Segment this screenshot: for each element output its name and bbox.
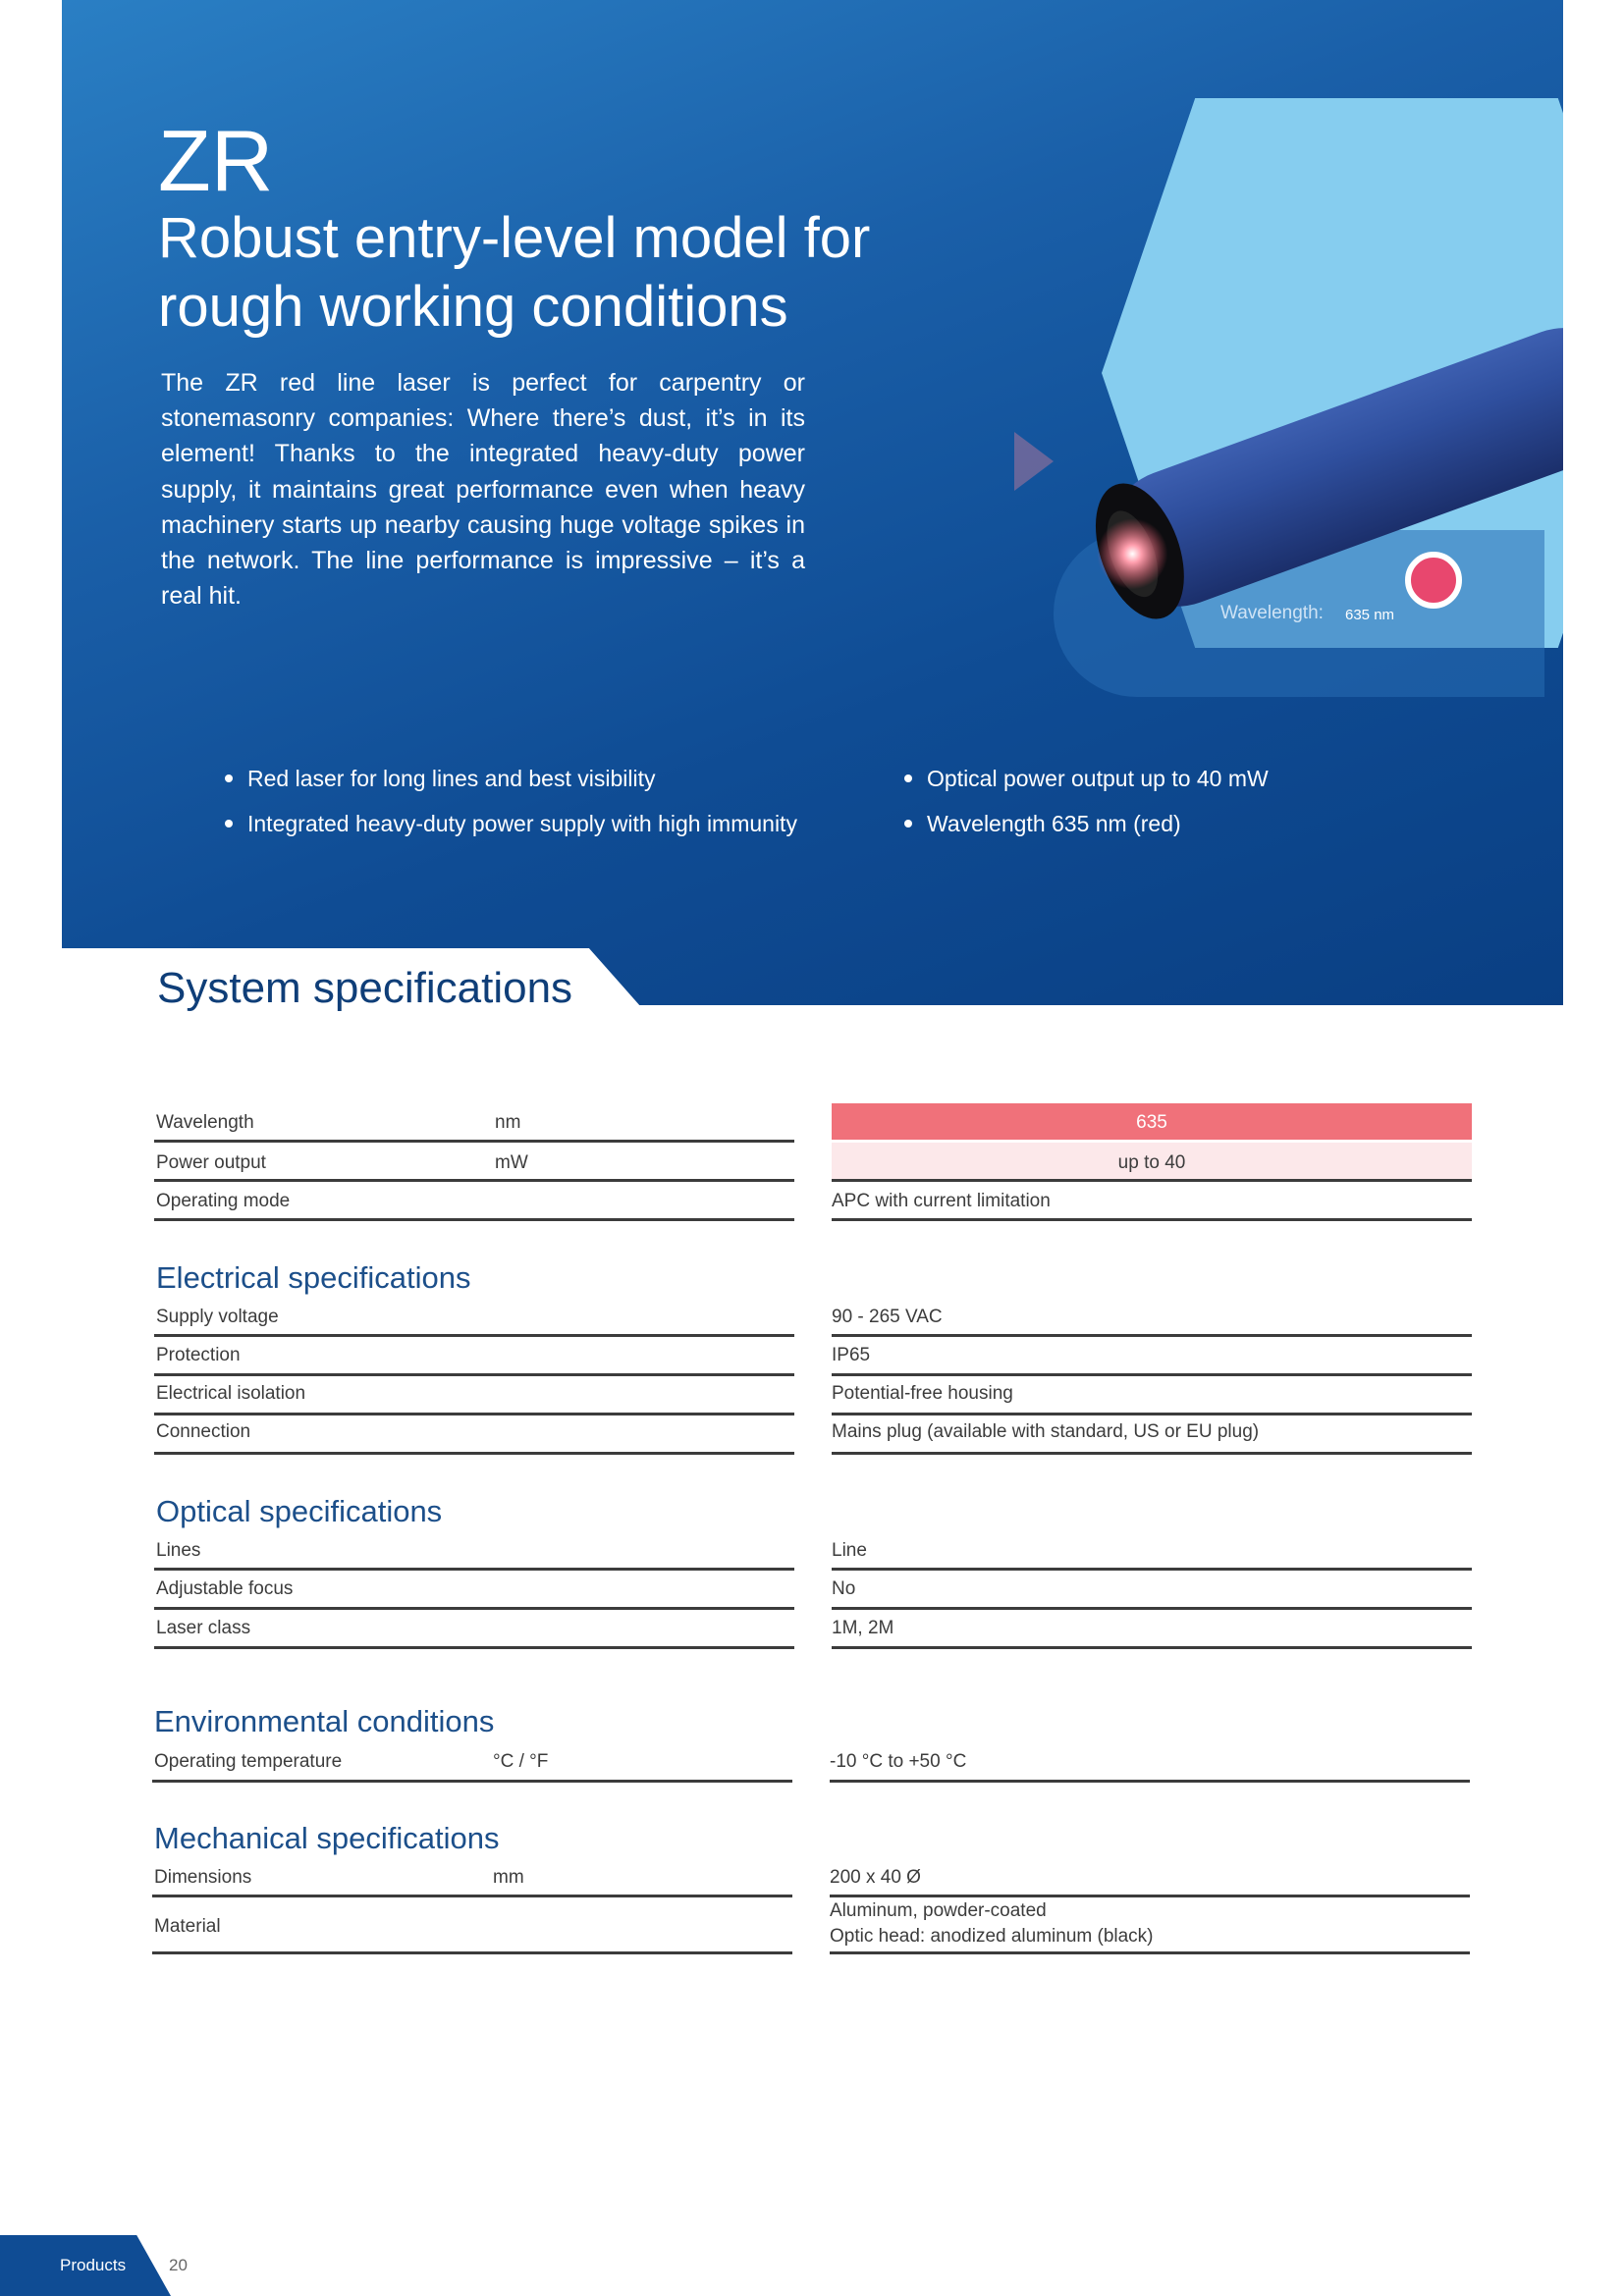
optical-specifications-heading: Optical specifications [156,1494,443,1528]
spec-label: Wavelength [156,1112,254,1133]
spec-value: -10 °C to +50 °C [830,1751,967,1772]
spec-row-power-output [154,1143,1470,1182]
mechanical-specifications-heading: Mechanical specifications [154,1821,500,1855]
spec-value: up to 40 [1117,1152,1186,1173]
wavelength-label: Wavelength: [1220,603,1324,623]
spec-label: Connection [156,1421,251,1442]
spec-label: Dimensions [154,1867,252,1888]
spec-value: 1M, 2M [832,1618,894,1638]
spec-value: IP65 [832,1345,871,1365]
spec-row-wavelength [154,1103,1470,1143]
spec-label: Material [154,1916,221,1937]
feature-item: Wavelength 635 nm (red) [902,801,1269,846]
system-specifications-heading: System specifications [157,964,573,1012]
environmental-conditions-heading: Environmental conditions [154,1704,495,1738]
spec-unit: °C / °F [493,1751,549,1772]
spec-unit: nm [495,1112,521,1133]
page-number: 20 [169,2256,188,2274]
spec-row-operating-mode [154,1182,1470,1221]
feature-item: Integrated heavy-duty power supply with high immunity [223,801,797,846]
spec-label: Supply voltage [156,1307,279,1327]
spec-row-laser-class [154,1610,1470,1649]
spec-label: Operating temperature [154,1751,343,1772]
footer-section-label: Products [60,2256,127,2274]
feature-item: Red laser for long lines and best visibility [223,756,797,801]
feature-list-left [223,756,797,846]
spec-row-adjustable-focus [154,1571,1470,1610]
electrical-specifications-heading: Electrical specifications [156,1260,471,1295]
spec-unit: mm [493,1867,524,1888]
spec-row-electrical-isolation [154,1376,1470,1415]
feature-item: Optical power output up to 40 mW [902,756,1269,801]
spec-label: Laser class [156,1618,251,1638]
spec-value: APC with current limitation [832,1191,1051,1211]
spec-value: Mains plug (available with standard, US or EU plug) [832,1421,1260,1442]
wavelength-color-dot [1405,552,1462,609]
spec-row-supply-voltage [154,1298,1470,1337]
spec-label: Lines [156,1540,201,1561]
spec-value: Aluminum, powder-coated [830,1900,1047,1921]
spec-row-connection [154,1415,1470,1455]
hero-banner [62,0,1563,1005]
spec-value: Line [832,1540,867,1561]
spec-value-line2: Optic head: anodized aluminum (black) [830,1926,1154,1947]
spec-row-dimensions [152,1858,1468,1897]
spec-unit: mW [495,1152,528,1173]
spec-label: Electrical isolation [156,1383,306,1404]
laser-product-image [975,294,1563,628]
spec-row-lines [154,1531,1470,1571]
product-subtitle: Robust entry-level model for rough working conditions [158,206,871,339]
spec-value: No [832,1578,856,1599]
spec-row-operating-temperature [152,1743,1468,1783]
spec-row-protection [154,1337,1470,1376]
spec-label: Protection [156,1345,241,1365]
spec-label: Power output [156,1152,266,1173]
spec-value: 200 x 40 Ø [830,1867,921,1888]
spec-label: Operating mode [156,1191,291,1211]
product-description: The ZR red line laser is perfect for carpentry or stonemasonry companies: Where there’s dust, it’s in its element! Thanks to the integrated heavy-duty power supply, it maintains great performance even when heavy machinery starts up nearby causing huge voltage spikes in the network. The line performance is impressive – it’s a real hit. [161,369,805,611]
product-title: ZR [158,112,274,209]
feature-list-right [902,756,1269,846]
spec-value: 90 - 265 VAC [832,1307,943,1327]
spec-row-material [152,1897,1468,1954]
spec-value: 635 [1136,1112,1167,1133]
wavelength-value: 635 nm [1345,607,1395,623]
spec-label: Adjustable focus [156,1578,294,1599]
spec-value: Potential-free housing [832,1383,1013,1404]
